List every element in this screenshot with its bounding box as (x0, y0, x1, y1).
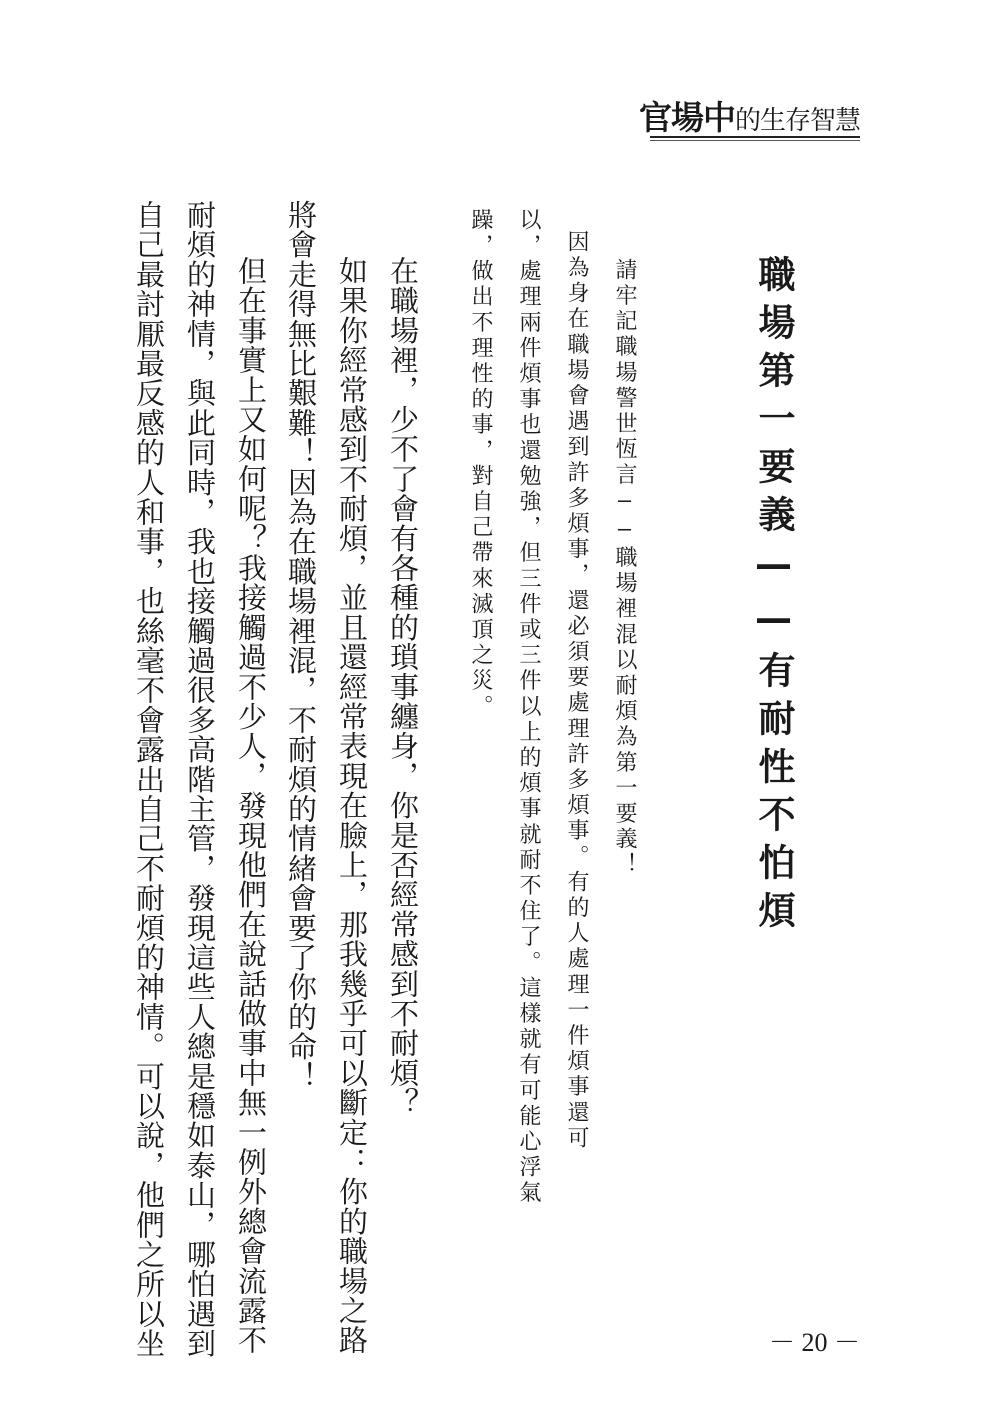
quote-line: 因為身在職場會遇到許多煩事，還必須要處理許多煩事。有的人處理一件煩事還可 (564, 230, 589, 1152)
body-line: 耐煩的神情，與此同時，我也接觸過很多高階主管，發現這些人總是穩如泰山，哪怕遇到 (183, 200, 217, 1359)
header-rule-thin (650, 140, 860, 141)
body-line: 在職場裡，少不了會有各種的瑣事纏身，你是否經常感到不耐煩？ (386, 256, 420, 1118)
running-header-title (638, 98, 860, 137)
page-number: － 20 － (768, 1328, 860, 1357)
body-line: 但在事實上又如何呢？我接觸過不少人，發現他們在說話做事中無一例外總會流露不 (234, 256, 268, 1355)
quote-line: 躁，做出不理性的事，對自己帶來滅頂之災。 (468, 208, 493, 720)
body-line: 將會走得無比艱難！因為在職場裡混，不耐煩的情緒會要了你的命！ (284, 200, 318, 1091)
header-title-bold: 官場中 (638, 98, 735, 137)
quote-line: 請牢記職場警世恆言——職場裡混以耐煩為第一要義！ (612, 258, 637, 879)
running-header (639, 92, 860, 139)
chapter-title: 職場第一要義——有耐性不怕煩 (752, 255, 795, 939)
body-line: 如果你經常感到不耐煩，並且還經常表現在臉上，那我幾乎可以斷定：你的職場之路 (335, 256, 369, 1355)
header-rule (650, 136, 860, 138)
quote-line: 以，處理兩件煩事也還勉強，但三件或三件以上的煩事就耐不住了。這樣就有可能心浮氣 (516, 208, 541, 1207)
header-title-light: 的生存智慧 (734, 106, 860, 136)
body-line: 自己最討厭最反感的人和事，也絲毫不會露出自己不耐煩的神情。可以說，他們之所以坐 (132, 200, 166, 1359)
